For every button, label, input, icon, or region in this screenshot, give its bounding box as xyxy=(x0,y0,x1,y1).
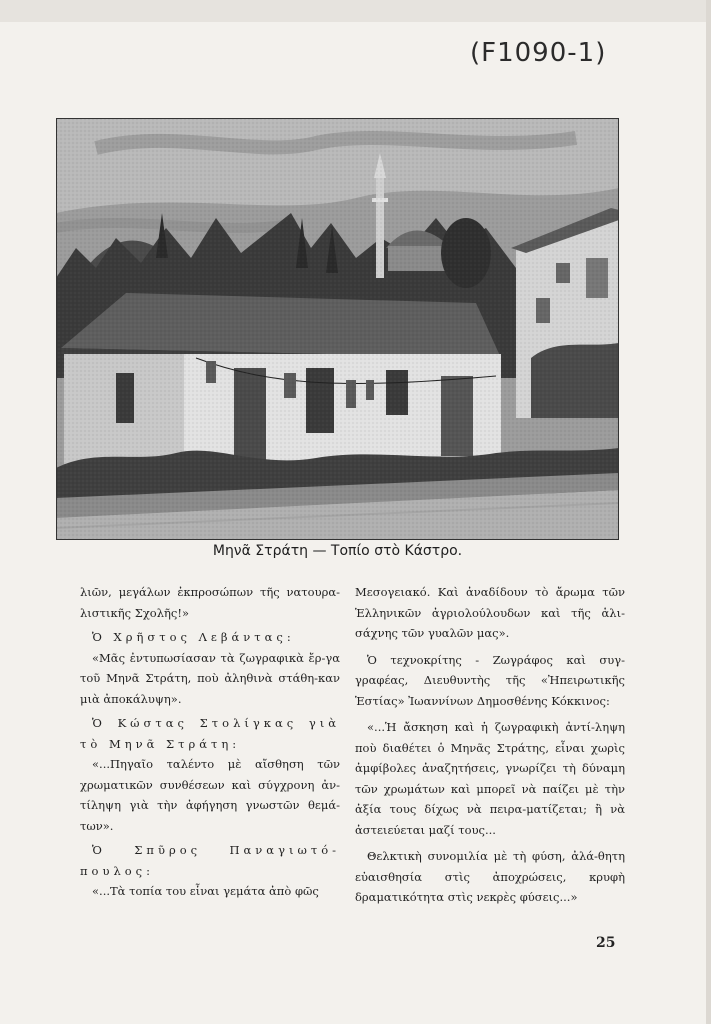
quote-paragraph: Θελκτικὴ συνομιλία μὲ τὴ φύση, ἀλά-θητη εὐαισθησία στὶς ἀποχρώσεις, κρυφὴ δραματικότητα στὶς νεκρὲς φύσεις...» xyxy=(355,849,625,904)
speaker-heading: Ὁ Κώστας Στολίγκας γιὰ τὸ Μηνᾶ Στράτη: xyxy=(80,716,340,751)
speaker-heading: Ὁ Σπῦρος Παναγιωτό-πουλος: xyxy=(80,843,340,878)
paragraph: λιῶν, μεγάλων ἐκπροσώπων τῆς νατουρα-λιστικῆς Σχολῆς!» xyxy=(80,585,340,620)
painting-illustration xyxy=(56,118,619,540)
painting-photo xyxy=(56,118,619,540)
paragraph: Μεσογειακό. Καὶ ἀναδίδουν τὸ ἄρωμα τῶν Ἑλληνικῶν ἀγριολούλουδων καὶ τῆς ἁλι-σάχνης τῶν γυαλῶν μας». xyxy=(355,585,625,640)
archive-mark: (F1090-1) xyxy=(470,38,607,68)
left-text-column xyxy=(80,582,340,902)
figure-caption: Μηνᾶ Στράτη — Τοπίο στὸ Κάστρο. xyxy=(212,543,463,559)
quote-paragraph: «...Ἡ ἄσκηση καὶ ἡ ζωγραφικὴ ἀντί-ληψη ποὺ διαθέτει ὁ Μηνᾶς Στράτης, εἶναι χωρὶς ἀμφίβολες ἀναζητήσεις, γνωρίζει τὴ δύναμη τῶν χρωμάτων καὶ μπορεῖ νὰ παίζει μὲ τὴν ἀξία τους δίχως νὰ πειρα-ματίζεται; ἢ νὰ ἀστειεύεται μαζί τους... xyxy=(355,720,625,837)
scan-right-edge xyxy=(706,0,711,1024)
speaker-paragraph: Ὁ τεχνοκρίτης - Ζωγράφος καὶ συγ-γραφέας, Διευθυντὴς τῆς «Ἠπειρωτικῆς Ἑστίας» Ἰωαννίνων Δημοσθένης Κόκκινος: xyxy=(355,652,625,708)
speaker-heading: Ὁ Χρῆστος Λεβάντας: xyxy=(92,630,295,644)
scan-top-band xyxy=(0,0,711,22)
right-text-column xyxy=(355,582,625,908)
quote-paragraph: «...Τὰ τοπία του εἶναι γεμάτα ἀπὸ φῶς xyxy=(92,884,319,898)
page-number: 25 xyxy=(596,935,616,951)
quote-paragraph: «...Πηγαῖο ταλέντο μὲ αἴσθηση τῶν χρωματικῶν συνθέσεων καὶ σύγχρονη ἀν-τίληψη γιὰ τὴν ἀφήγηση γνωστῶν θεμά-των». xyxy=(80,757,340,833)
quote-paragraph: «Μᾶς ἐντυπωσίασαν τὰ ζωγραφικὰ ἔρ-γα τοῦ Μηνᾶ Στράτη, ποὺ ἀληθινὰ στάθη-καν μιὰ ἀποκάλυψη». xyxy=(80,650,340,706)
